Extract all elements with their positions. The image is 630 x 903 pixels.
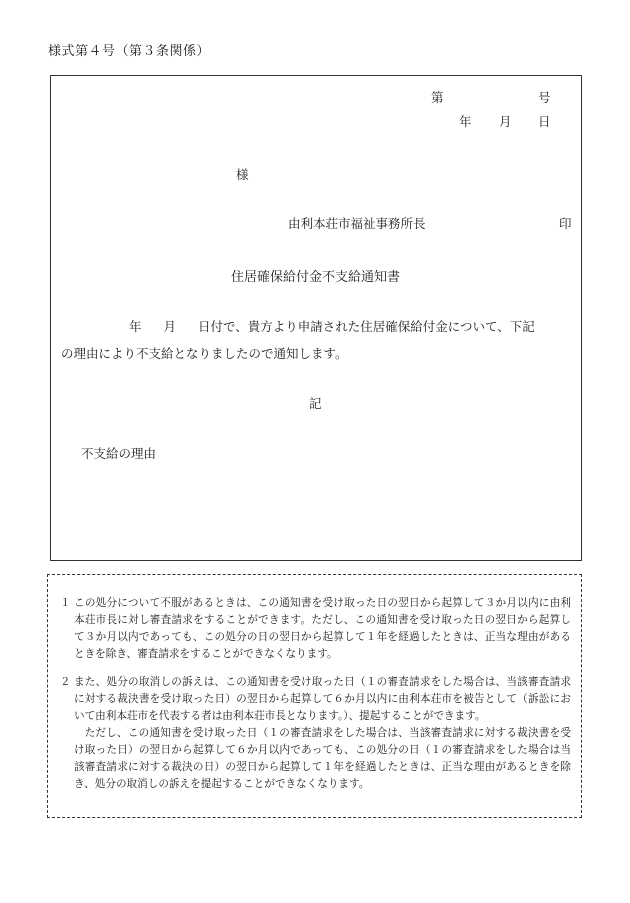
- note-text: この処分について不服があるときは、この通知書を受け取った日の翌日から起算して３か月以内に由利本荘市長に対し審査請求をすることができます。ただし、この通知書を受け取った日の翌日から起算して３か月以内であっても、この処分の日の翌日から起算して１年を経過したときは、正当な理由があるときを除き、審査請求をすることができなくなります。: [74, 597, 571, 660]
- note-number: ２: [60, 676, 71, 688]
- body-year: 年: [129, 319, 142, 334]
- form-number: 様式第４号（第３条関係）: [48, 44, 211, 59]
- date-month: 月: [499, 114, 512, 129]
- issuer: 由利本荘市福祉事務所長: [288, 216, 426, 231]
- reason-label: 不支給の理由: [81, 446, 157, 461]
- body-line-2: の理由により不支給となりましたので通知します。: [61, 346, 348, 361]
- number-prefix: 第: [431, 90, 444, 105]
- body-line-1: [129, 317, 569, 335]
- number-suffix: 号: [538, 90, 551, 105]
- addressee: 様: [236, 167, 249, 182]
- note-text-proviso: ただし、この通知書を受け取った日（１の審査請求をした場合は、当該審査請求に対する裁決書を受け取った日）の翌日から起算して６か月以内であっても、この処分の日（１の審査請求をした場合は当該審査請求に対する裁決の日）の翌日から起算して１年を経過したときは、正当な理由があるときを除き、処分の取消しの訴えを提起することができなくなります。: [74, 727, 571, 790]
- body-rest: 日付で、貴方より申請された住居確保給付金について、下記: [198, 319, 535, 334]
- body-month: 月: [163, 319, 177, 334]
- ki-heading: 記: [309, 396, 322, 411]
- date-year: 年: [459, 114, 472, 129]
- note-number: １: [60, 597, 71, 609]
- notice-box: [50, 75, 582, 561]
- notes-box: [47, 574, 582, 818]
- document-title: 住居確保給付金不支給通知書: [231, 270, 401, 285]
- date-day: 日: [538, 114, 551, 129]
- note-2: [60, 674, 571, 793]
- note-text: また、処分の取消しの訴えは、この通知書を受け取った日（１の審査請求をした場合は、当該審査請求に対する裁決書を受け取った日）の翌日から起算して６か月以内に由利本荘市を被告として（訴訟において由利本荘市を代表する者は由利本荘市長となります。）、提起することができます。: [74, 676, 571, 722]
- note-1: [60, 595, 571, 663]
- seal-mark: 印: [559, 216, 572, 231]
